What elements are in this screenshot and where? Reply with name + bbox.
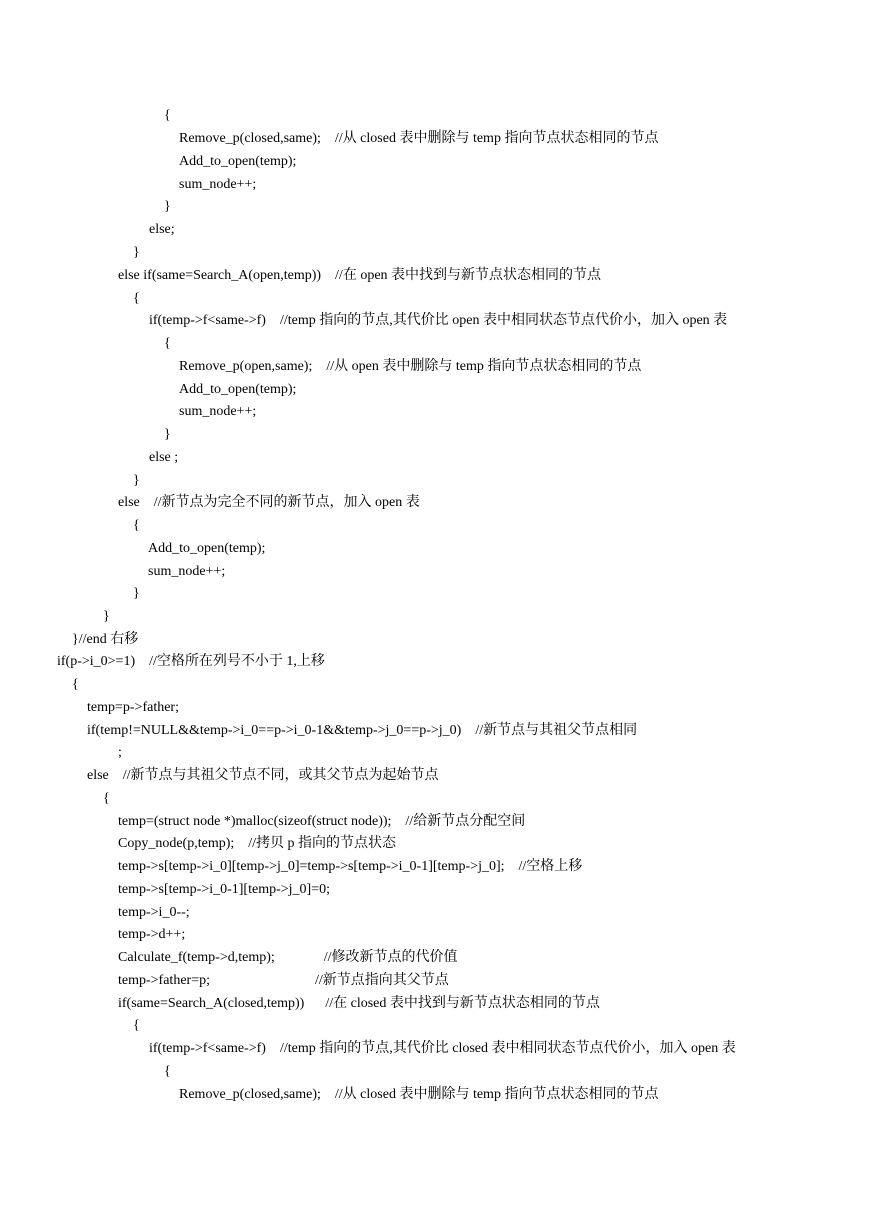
code-line: Copy_node(p,temp); //拷贝 p 指向的节点状态 (118, 836, 397, 851)
code-line: temp->s[temp->i_0-1][temp->j_0]=0; (118, 882, 330, 897)
code-line: else //新节点为完全不同的新节点，加入 open 表 (118, 495, 420, 510)
code-line: temp->s[temp->i_0][temp->j_0]=temp->s[temp->i_0-1][temp->j_0]; //空格上移 (118, 859, 583, 874)
code-line: if(temp->f<same->f) //temp 指向的节点,其代价比 open 表中相同状态节点代价小，加入 open 表 (149, 313, 728, 328)
code-line: Add_to_open(temp); (179, 382, 297, 397)
code-line: { (133, 1018, 140, 1033)
code-line: ; (118, 745, 122, 760)
code-line: else //新节点与其祖父节点不同，或其父节点为起始节点 (87, 768, 439, 783)
code-line: } (103, 609, 110, 624)
code-line: } (164, 427, 171, 442)
code-line: Add_to_open(temp); (148, 541, 266, 556)
code-line: temp=(struct node *)malloc(sizeof(struct node)); //给新节点分配空间 (118, 814, 526, 829)
code-line: }//end 右移 (72, 632, 139, 647)
code-line: } (133, 586, 140, 601)
code-line: else ; (149, 450, 179, 465)
code-line: } (133, 473, 140, 488)
code-line: temp->d++; (118, 927, 186, 942)
code-line: Calculate_f(temp->d,temp); //修改新节点的代价值 (118, 950, 458, 965)
code-line: { (72, 677, 79, 692)
code-line: temp=p->father; (87, 700, 179, 715)
code-line: Remove_p(open,same); //从 open 表中删除与 temp 指向节点状态相同的节点 (179, 359, 642, 374)
code-line: { (164, 336, 171, 351)
code-line: Add_to_open(temp); (179, 154, 297, 169)
code-line: } (133, 245, 140, 260)
code-line: if(temp!=NULL&&temp->i_0==p->i_0-1&&temp->j_0==p->j_0) //新节点与其祖父节点相同 (87, 723, 638, 738)
code-line: else if(same=Search_A(open,temp)) //在 open 表中找到与新节点状态相同的节点 (118, 268, 602, 283)
code-line: { (103, 791, 110, 806)
code-line: { (133, 518, 140, 533)
code-line: sum_node++; (179, 177, 257, 192)
code-line: Remove_p(closed,same); //从 closed 表中删除与 temp 指向节点状态相同的节点 (179, 131, 659, 146)
code-line: } (164, 199, 171, 214)
code-line: { (164, 108, 171, 123)
code-line: temp->i_0--; (118, 905, 190, 920)
code-line: sum_node++; (148, 564, 226, 579)
code-line: if(temp->f<same->f) //temp 指向的节点,其代价比 closed 表中相同状态节点代价小，加入 open 表 (149, 1041, 736, 1056)
code-line: temp->father=p; //新节点指向其父节点 (118, 973, 449, 988)
code-line: else; (149, 222, 175, 237)
code-line: if(same=Search_A(closed,temp)) //在 closed 表中找到与新节点状态相同的节点 (118, 996, 600, 1011)
code-line: Remove_p(closed,same); //从 closed 表中删除与 temp 指向节点状态相同的节点 (179, 1087, 659, 1102)
code-line: { (164, 1064, 171, 1079)
code-line: if(p->i_0>=1) //空格所在列号不小于 1,上移 (57, 654, 325, 669)
code-line: { (133, 291, 140, 306)
code-line: sum_node++; (179, 404, 257, 419)
